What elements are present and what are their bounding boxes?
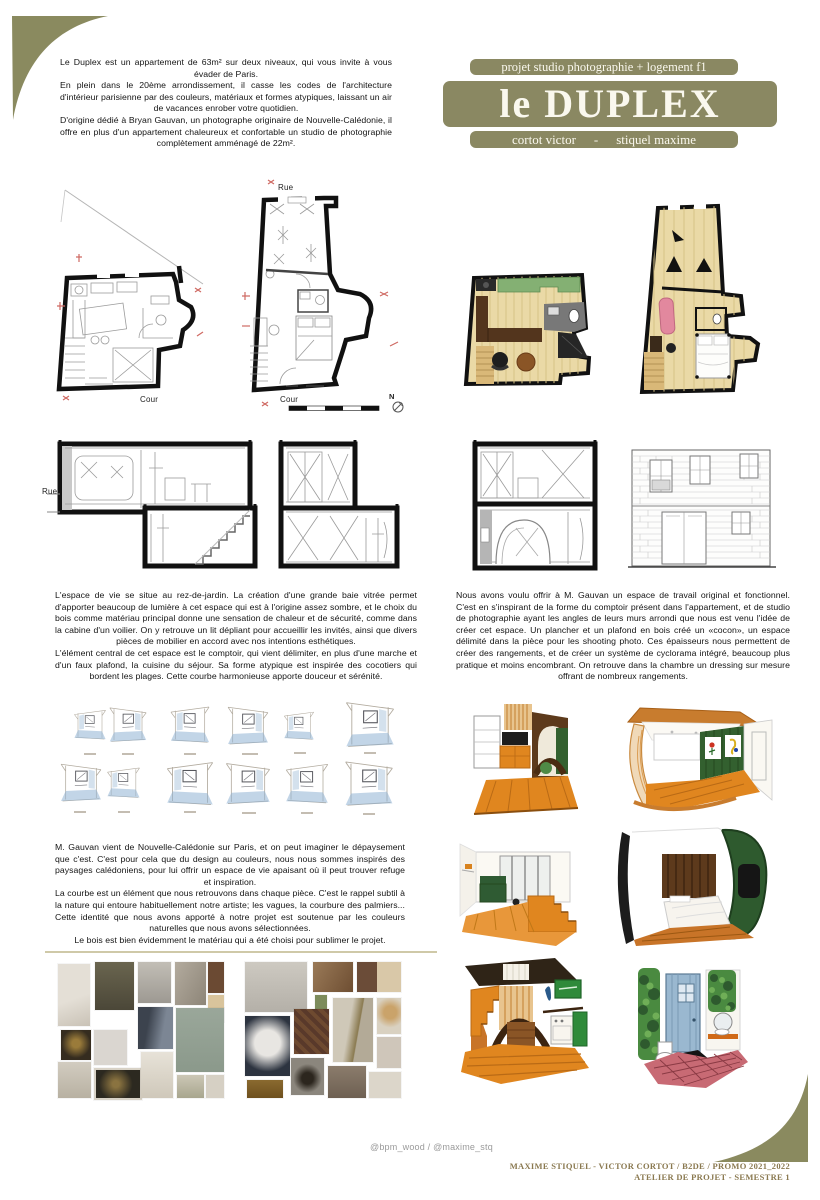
render-kitchen-arch — [459, 956, 591, 1094]
interior-sketch — [107, 699, 149, 751]
label-rue-section: Rue — [42, 487, 58, 496]
moodboard-photo — [247, 1080, 283, 1098]
moodboard-photo — [177, 1075, 204, 1098]
sketch-caption — [301, 812, 313, 814]
moodboard-photo — [377, 1037, 401, 1068]
render-bathroom-plants — [634, 958, 750, 1098]
section-drawing-a — [45, 438, 260, 572]
label-cour-ground: Cour — [140, 395, 159, 404]
credits — [510, 1161, 790, 1182]
studio-paragraph: Nous avons voulu offrir à M. Gauvan un espace de travail original et fonctionnel. C'est en s'inspirant de la forme du comptoir présent dans l'appartement, et de studio de photographie ayant les angles de leurs murs arrondi que nous est venu l'idée de créer cet espace. Un plancher et un plafond en bois créé un «cocon», un espace délimité dans la pièce pour les shooting photo. Ces épaisseurs nous permettent de créer des rangements, et de créer un système de cyclorama intégré, beaucoup plus pratique et moins encombrant. On retrouve dans la chambre un dressing sur mesure offrant de nombreux rangements. — [456, 590, 790, 682]
sketch-caption — [118, 811, 130, 813]
identity-paragraph-3: Le bois est bien évidemment le matériau qui a été choisi pour sublimer le projet. — [74, 934, 386, 945]
sketch-caption — [122, 753, 134, 755]
interior-sketch — [225, 701, 271, 751]
moodboard-photo — [95, 962, 134, 1010]
intro-paragraph-2: En plein dans le 20ème arrondissement, il casse les codes de l'architecture d'intérieur parisienne par des couleurs, matériaux et formes atypiques, laissant un air de vacances enrober votre quotidien. — [60, 80, 392, 114]
interior-sketch — [223, 758, 273, 810]
living-paragraph-2: L'élément central de cet espace est le comptoir, qui vient délimiter, en plus d'une marche et d'un faux plafond, la cuisine du séjour. Sa forme atypique est inspirée des cocotiers qui bordent les plages. Cette courbe harmonieuse apporte douceur et sérénité. — [55, 647, 417, 682]
floorplan-bw-ground — [55, 188, 205, 403]
sketch-caption — [242, 812, 256, 814]
label-cour-upper: Cour — [280, 395, 299, 404]
living-paragraph-1: L'espace de vie se situe au rez-de-jardin. La création d'une grande baie vitrée permet d'apporter beaucoup de lumière à cet espace qui est à l'origine assez sombre, et le choix du bois comme matériau principal donne une sensation de chaleur et de sécurité, comme dans la cabine d'un voilier. On y retrouve un lit dépliant pour accueillir les invités, ainsi que divers pièces de mobilier en accord avec nos intentions esthétiques. — [55, 590, 417, 647]
living-space-text — [55, 590, 417, 683]
intro-paragraph-1: Le Duplex est un appartement de 63m² sur deux niveaux, qui vous invite à vous évader de Paris. — [60, 57, 392, 79]
sketch-caption — [184, 753, 196, 755]
identity-text — [55, 842, 405, 946]
interior-sketch — [58, 758, 104, 808]
sketch-caption — [364, 752, 376, 754]
moodboard-photo — [58, 964, 90, 1026]
project-subtitle-banner: projet studio photographie + logement f1 — [470, 59, 738, 75]
sketch-caption — [74, 811, 86, 813]
north-label: N — [389, 392, 395, 401]
moodboard-photo — [333, 998, 373, 1062]
sketch-caption — [184, 811, 196, 813]
render-studio-arch — [472, 702, 586, 826]
render-living-stairs — [458, 826, 588, 950]
moodboard-photo — [61, 1030, 91, 1060]
moodboard-photo — [206, 1075, 224, 1098]
floorplan-bw-upper — [240, 178, 405, 410]
moodboard-left — [58, 962, 224, 1098]
moodboard-photo — [94, 1068, 142, 1100]
moodboard-photo — [176, 1008, 224, 1072]
moodboard-photo — [313, 962, 353, 992]
section-divider — [45, 951, 437, 953]
moodboard-photo — [245, 962, 307, 1012]
interior-sketch — [342, 700, 398, 750]
moodboard-photo — [175, 962, 206, 1005]
moodboard-photo — [94, 1030, 127, 1065]
render-bedroom-cocon — [610, 826, 774, 950]
identity-paragraph-1: M. Gauvan vient de Nouvelle-Calédonie sur Paris, et on peut imaginer le dépaysement que c'est. C'est pour cela que du design au couleurs, nous nous sommes inspirés des paysages calédoniens, pour lui offrir un espace de vie apaisant où il peut trouver refuge et inspiration. — [55, 842, 405, 887]
author-left: cortot victor — [512, 132, 576, 147]
scale-bar — [288, 404, 383, 414]
moodboard-photo — [138, 1007, 173, 1049]
moodboard-photo — [291, 1058, 324, 1095]
interior-sketch — [168, 699, 212, 751]
studio-text — [456, 590, 790, 683]
moodboard-photo — [58, 1062, 91, 1098]
interior-sketch — [105, 758, 142, 808]
floorplan-color-ground — [462, 270, 596, 392]
floorplan-color-upper — [638, 202, 768, 400]
north-arrow-icon — [390, 399, 406, 415]
identity-paragraph-2: La courbe est un élément que nous retrouvons dans chaque pièce. C'est le rappel subtil à la nature qui entoure habituellement notre artiste; les vagues, la courbure des palmiers... Cette identité que nous avons apporté à notre projet est soutenue par les couleurs naturelles que nous avons sélectionnées. — [55, 888, 405, 934]
moodboard-photo — [138, 962, 171, 1003]
intro-paragraph-3: D'origine dédié à Bryan Gauvan, un photographe originaire de Nouvelle-Calédonie, il offre en plus d'un appartement chaleureux et confortable un studio de photographie complètement amménagé de 22m². — [60, 114, 392, 149]
moodboard-photo — [377, 998, 401, 1034]
credit-line-2: ATELIER DE PROJET - SEMESTRE 1 — [634, 1171, 790, 1182]
interior-sketch — [162, 760, 218, 808]
interior-sketch — [282, 702, 316, 750]
facade-elevation — [628, 446, 776, 572]
moodboard-photo — [328, 1066, 366, 1098]
credit-line-1: MAXIME STIQUEL - VICTOR CORTOT / B2DE / PROMO 2021_2022 — [509, 1161, 790, 1171]
sketch-caption — [84, 753, 96, 755]
moodboard-photo — [294, 1009, 329, 1054]
interior-sketch — [72, 699, 108, 751]
author-right: stiquel maxime — [616, 132, 696, 147]
project-title-banner: le DUPLEX — [443, 81, 777, 127]
moodboard-photo — [208, 962, 224, 993]
author-separator: - — [593, 132, 599, 147]
label-rue-upper: Rue — [278, 183, 294, 192]
moodboard-right — [245, 962, 401, 1098]
moodboard-photo — [245, 1016, 290, 1076]
moodboard-photo — [369, 1072, 401, 1098]
sketch-caption — [242, 753, 258, 755]
section-drawing-b — [278, 438, 403, 572]
intro-text — [60, 57, 392, 150]
sketch-caption — [294, 752, 306, 754]
section-drawing-c — [472, 438, 598, 574]
sketch-caption — [363, 813, 375, 815]
moodboard-photo — [141, 1052, 173, 1098]
authors-banner — [470, 131, 738, 148]
moodboard-photo — [357, 962, 401, 992]
instagram-handles: @bpm_wood / @maxime_stq — [370, 1142, 493, 1152]
interior-sketch — [283, 759, 331, 809]
render-cocon-wall — [612, 706, 774, 818]
interior-sketch — [342, 758, 396, 810]
